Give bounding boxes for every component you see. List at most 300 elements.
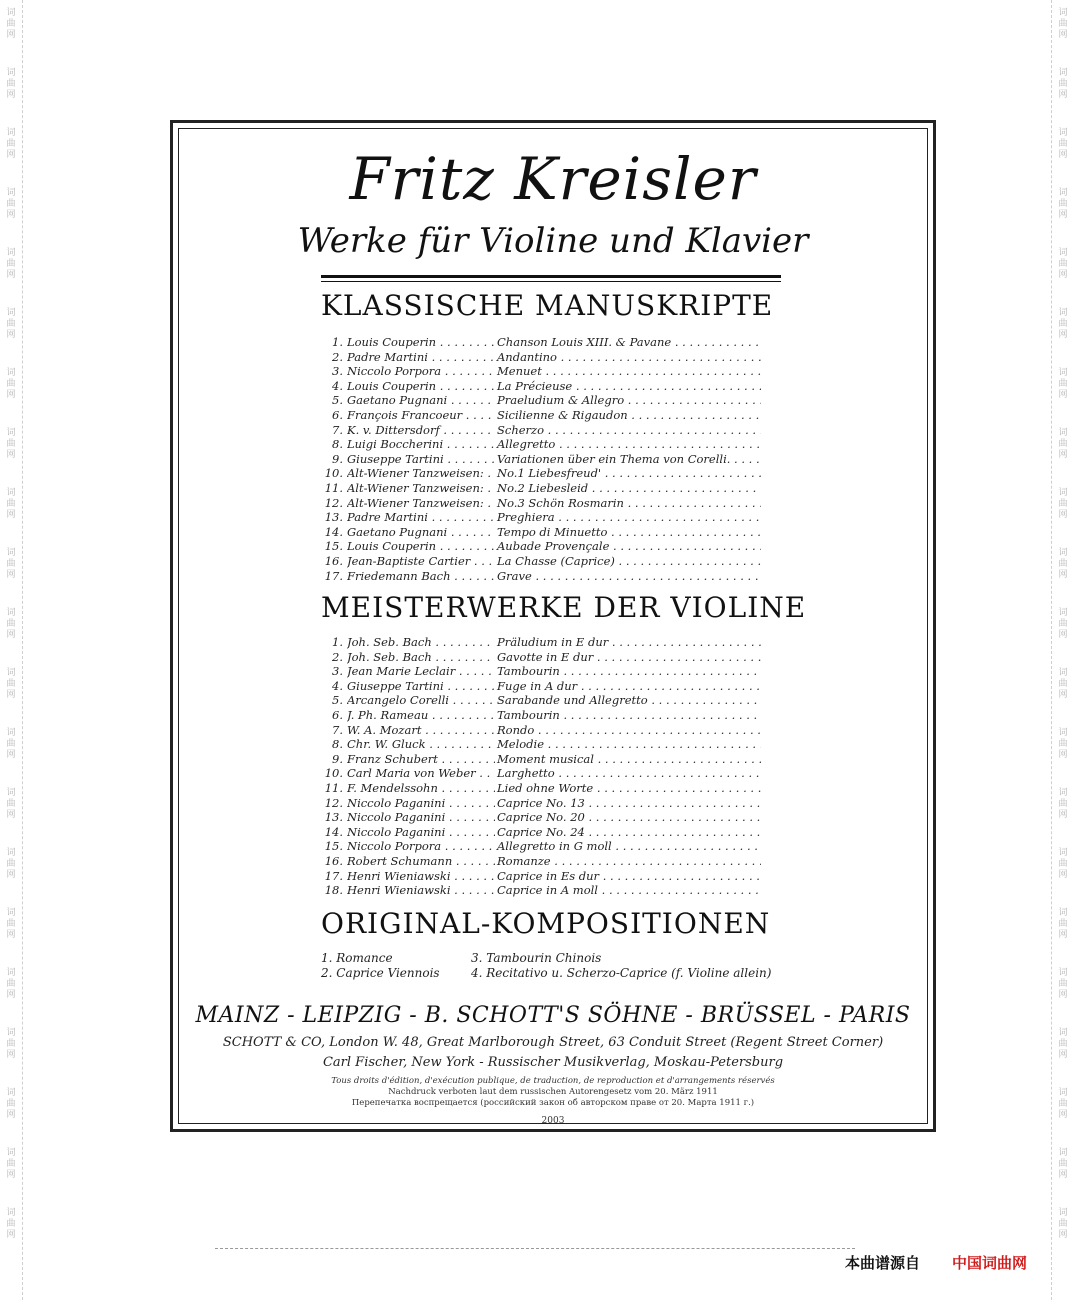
list-item-composer: Joh. Seb. Bach . . .: [347, 650, 495, 665]
watermark-char: 曲: [1058, 439, 1068, 449]
watermark-mark: [1052, 908, 1074, 941]
list-item-composer: Niccolo Paganini . . .: [347, 796, 495, 811]
watermark-char: 网: [1058, 1050, 1068, 1060]
title-page-frame: [170, 120, 936, 1132]
watermark-char: 词: [1058, 1208, 1068, 1218]
list-item-work: Caprice No. 20 . . .: [495, 810, 761, 825]
list-item-composer: Niccolo Porpora . . .: [347, 839, 495, 854]
watermark-mark: [0, 1148, 22, 1181]
list-item-number: 4.: [332, 378, 343, 393]
list-item-work: Praeludium & Allegro . . .: [495, 393, 761, 408]
list-item-work: Caprice No. 13 . . .: [495, 796, 761, 811]
watermark-char: 曲: [6, 19, 16, 29]
list-item-number: 15.: [324, 839, 343, 854]
list-item-number: 6.: [332, 707, 343, 722]
list-item-number: 3.: [332, 364, 343, 379]
list-item-work: Tambourin . . .: [495, 708, 761, 723]
original-item-4: 4. Recitativo u. Scherzo-Caprice (f. Violine allein): [471, 966, 772, 980]
watermark-char: 曲: [1058, 559, 1068, 569]
watermark-char: 曲: [1058, 1159, 1068, 1169]
watermark-char: 网: [6, 750, 16, 760]
watermark-char: 网: [1058, 90, 1068, 100]
list-item-number: 5.: [332, 393, 343, 408]
watermark-mark: [1052, 308, 1074, 341]
section-heading-meisterwerke: MEISTERWERKE DER VIOLINE: [321, 591, 807, 624]
list-item: [321, 437, 761, 452]
composer-title: Fritz Kreisler: [349, 145, 757, 213]
watermark-char: 网: [1058, 990, 1068, 1000]
watermark-char: 词: [1058, 608, 1068, 618]
watermark-char: 词: [1058, 1148, 1068, 1158]
watermark-char: 词: [6, 488, 16, 498]
watermark-char: 词: [6, 908, 16, 918]
watermark-char: 曲: [6, 499, 16, 509]
watermark-char: 网: [1058, 1230, 1068, 1240]
list-item-work: Caprice No. 24 . . .: [495, 825, 761, 840]
list-item-composer: Gaetano Pugnani . . .: [347, 393, 495, 408]
list-item: [321, 781, 761, 796]
watermark-char: 网: [6, 390, 16, 400]
watermark-char: 网: [6, 1050, 16, 1060]
watermark-mark: [1052, 1028, 1074, 1061]
list-item-work: Chanson Louis XIII. & Pavane . . .: [495, 335, 761, 350]
list-item-work: Caprice in Es dur . . .: [495, 869, 761, 884]
list-item: [321, 723, 761, 738]
watermark-mark: [0, 248, 22, 281]
list-item-composer: Louis Couperin . . .: [347, 379, 495, 394]
list-item-number: 16.: [324, 853, 343, 868]
list-item-composer: Chr. W. Gluck . . .: [347, 737, 495, 752]
list-item-composer: Niccolo Porpora . . .: [347, 364, 495, 379]
collection-subtitle: Werke für Violine und Klavier: [297, 221, 809, 261]
watermark-mark: [1052, 8, 1074, 41]
list-item-composer: Friedemann Bach . . .: [347, 569, 495, 584]
list-item-composer: Franz Schubert . . .: [347, 752, 495, 767]
list-item: [321, 496, 761, 511]
list-item: [321, 481, 761, 496]
list-item-number: 4.: [332, 678, 343, 693]
list-item-work: Larghetto . . .: [495, 766, 761, 781]
list-item-number: 12.: [324, 495, 343, 510]
list-item-number: 7.: [332, 722, 343, 737]
watermark-char: 词: [6, 428, 16, 438]
list-item-number: 9.: [332, 751, 343, 766]
watermark-char: 词: [6, 1028, 16, 1038]
watermark-char: 词: [6, 608, 16, 618]
watermark-char: 词: [1058, 1088, 1068, 1098]
list-item-number: 18.: [324, 883, 343, 898]
watermark-char: 曲: [6, 1159, 16, 1169]
list-item-composer: F. Mendelssohn . . .: [347, 781, 495, 796]
watermark-char: 曲: [6, 859, 16, 869]
watermark-char: 词: [6, 1208, 16, 1218]
watermark-char: 曲: [6, 319, 16, 329]
list-item-work: Sicilienne & Rigaudon . . .: [495, 408, 761, 423]
watermark-mark: [0, 488, 22, 521]
list-item: [321, 569, 761, 584]
list-item-composer: Arcangelo Corelli . . .: [347, 693, 495, 708]
list-item: [321, 796, 761, 811]
list-item: [321, 650, 761, 665]
title-rule-thin: [321, 281, 781, 282]
list-item: [321, 379, 761, 394]
original-item-3: 3. Tambourin Chinois: [471, 951, 602, 965]
watermark-mark: [0, 788, 22, 821]
watermark-char: 网: [1058, 390, 1068, 400]
list-item-work: Moment musical . . .: [495, 752, 761, 767]
watermark-char: 词: [1058, 968, 1068, 978]
list-item-composer: J. Ph. Rameau . . .: [347, 708, 495, 723]
watermark-char: 网: [6, 570, 16, 580]
list-item-work: Fuge in A dur . . .: [495, 679, 761, 694]
watermark-mark: [0, 308, 22, 341]
list-item-composer: Joh. Seb. Bach . . .: [347, 635, 495, 650]
watermark-char: 曲: [6, 79, 16, 89]
watermark-char: 曲: [1058, 1219, 1068, 1229]
section-heading-klassische: KLASSISCHE MANUSKRIPTE: [321, 289, 774, 322]
list-item: [321, 825, 761, 840]
list-item-composer: Padre Martini . . .: [347, 350, 495, 365]
watermark-char: 词: [6, 728, 16, 738]
watermark-char: 曲: [6, 679, 16, 689]
watermark-char: 词: [6, 1148, 16, 1158]
list-item-work: La Précieuse . . .: [495, 379, 761, 394]
watermark-char: 网: [1058, 690, 1068, 700]
list-item-work: Andantino . . .: [495, 350, 761, 365]
watermark-char: 曲: [6, 139, 16, 149]
watermark-mark: [0, 428, 22, 461]
watermark-mark: [0, 728, 22, 761]
list-klassische: [321, 335, 761, 583]
watermark-char: 网: [1058, 810, 1068, 820]
list-item-composer: Jean-Baptiste Cartier . . .: [347, 554, 495, 569]
watermark-char: 曲: [6, 379, 16, 389]
list-item: [321, 393, 761, 408]
watermark-char: 网: [6, 1170, 16, 1180]
watermark-char: 词: [6, 188, 16, 198]
list-item-composer: Gaetano Pugnani . . .: [347, 525, 495, 540]
watermark-char: 网: [6, 930, 16, 940]
watermark-char: 曲: [6, 919, 16, 929]
watermark-mark: [1052, 968, 1074, 1001]
watermark-char: 网: [6, 330, 16, 340]
list-item-work: Menuet . . .: [495, 364, 761, 379]
list-item-work: No.1 Liebesfreud' . . .: [495, 466, 761, 481]
watermark-char: 网: [1058, 630, 1068, 640]
list-item: [321, 525, 761, 540]
list-item-number: 10.: [324, 766, 343, 781]
rights-russian: Перепечатка воспрещается (российский закон об авторском праве от 20. Марта 1911 г.): [351, 1098, 755, 1108]
watermark-mark: [1052, 728, 1074, 761]
watermark-char: 网: [1058, 870, 1068, 880]
watermark-char: 曲: [1058, 499, 1068, 509]
list-item: [321, 883, 761, 898]
watermark-char: 词: [6, 848, 16, 858]
watermark-mark: [0, 68, 22, 101]
list-item-work: Rondo . . .: [495, 723, 761, 738]
list-item: [321, 693, 761, 708]
list-item-work: Preghiera . . .: [495, 510, 761, 525]
list-item-work: Lied ohne Worte . . .: [495, 781, 761, 796]
watermark-mark: [1052, 488, 1074, 521]
list-item-number: 7.: [332, 422, 343, 437]
source-site-link[interactable]: 中国词曲网: [952, 1254, 1028, 1272]
list-item: [321, 708, 761, 723]
watermark-char: 网: [1058, 30, 1068, 40]
watermark-char: 网: [6, 630, 16, 640]
watermark-char: 词: [6, 1088, 16, 1098]
watermark-char: 词: [6, 8, 16, 18]
list-item-composer: Jean Marie Leclair . . .: [347, 664, 495, 679]
watermark-char: 词: [1058, 548, 1068, 558]
watermark-char: 词: [1058, 488, 1068, 498]
watermark-char: 网: [1058, 570, 1068, 580]
list-item-work: Caprice in A moll . . .: [495, 883, 761, 898]
list-item-composer: Alt-Wiener Tanzweisen: . . .: [347, 481, 495, 496]
list-item-composer: François Francoeur . . .: [347, 408, 495, 423]
watermark-mark: [1052, 128, 1074, 161]
watermark-char: 网: [6, 810, 16, 820]
watermark-char: 网: [1058, 750, 1068, 760]
list-item: [321, 766, 761, 781]
watermark-char: 词: [1058, 368, 1068, 378]
watermark-char: 词: [1058, 788, 1068, 798]
list-item-number: 13.: [324, 810, 343, 825]
watermark-char: 词: [1058, 668, 1068, 678]
list-item-work: Allegretto in G moll . . .: [495, 839, 761, 854]
watermark-char: 网: [6, 1110, 16, 1120]
watermark-mark: [1052, 788, 1074, 821]
watermark-char: 词: [6, 548, 16, 558]
watermark-mark: [0, 8, 22, 41]
list-item-number: 17.: [324, 568, 343, 583]
list-item-composer: Alt-Wiener Tanzweisen: . . .: [347, 496, 495, 511]
watermark-mark: [1052, 608, 1074, 641]
watermark-char: 词: [1058, 248, 1068, 258]
watermark-char: 词: [1058, 188, 1068, 198]
list-item: [321, 869, 761, 884]
list-item-work: Sarabande und Allegretto . . .: [495, 693, 761, 708]
list-item-number: 11.: [324, 780, 343, 795]
list-item: [321, 452, 761, 467]
watermark-char: 曲: [1058, 79, 1068, 89]
watermark-char: 曲: [6, 1099, 16, 1109]
watermark-char: 曲: [1058, 1039, 1068, 1049]
list-item: [321, 539, 761, 554]
list-item-composer: Padre Martini . . .: [347, 510, 495, 525]
watermark-char: 词: [6, 248, 16, 258]
watermark-char: 词: [6, 668, 16, 678]
list-item: [321, 854, 761, 869]
watermark-char: 曲: [1058, 319, 1068, 329]
watermark-char: 词: [1058, 848, 1068, 858]
watermark-char: 词: [6, 368, 16, 378]
original-item-2: 2. Caprice Viennois: [321, 966, 440, 980]
watermark-mark: [1052, 428, 1074, 461]
list-item-work: Grave . . .: [495, 569, 761, 584]
list-item: [321, 839, 761, 854]
watermark-char: 词: [6, 68, 16, 78]
list-item-number: 14.: [324, 524, 343, 539]
list-item: [321, 635, 761, 650]
list-item: [321, 752, 761, 767]
watermark-mark: [1052, 548, 1074, 581]
list-item-work: Präludium in E dur . . .: [495, 635, 761, 650]
rights-french: Tous droits d'édition, d'exécution publique, de traduction, de reproduction et d'arrangements réservés: [331, 1076, 775, 1086]
address-other: Carl Fischer, New York - Russischer Musikverlag, Moskau-Petersburg: [322, 1055, 784, 1070]
watermark-char: 网: [6, 510, 16, 520]
watermark-char: 词: [1058, 68, 1068, 78]
list-item: [321, 335, 761, 350]
watermark-char: 曲: [6, 1039, 16, 1049]
watermark-char: 词: [1058, 8, 1068, 18]
publisher-line: MAINZ - LEIPZIG - B. SCHOTT'S SÖHNE - BRÜSSEL - PARIS: [195, 1003, 911, 1028]
watermark-char: 网: [1058, 1170, 1068, 1180]
watermark-char: 曲: [1058, 259, 1068, 269]
watermark-char: 曲: [1058, 199, 1068, 209]
list-item-number: 8.: [332, 437, 343, 452]
watermark-char: 曲: [1058, 139, 1068, 149]
list-item-composer: Louis Couperin . . .: [347, 335, 495, 350]
list-item-work: Romanze . . .: [495, 854, 761, 869]
source-label: 本曲谱源自: [845, 1254, 921, 1272]
list-item-composer: Niccolo Paganini . . .: [347, 825, 495, 840]
watermark-char: 曲: [1058, 979, 1068, 989]
list-item-number: 11.: [324, 480, 343, 495]
list-item-number: 1.: [332, 635, 343, 649]
watermark-mark: [0, 1028, 22, 1061]
watermark-mark: [0, 1208, 22, 1241]
right-watermark-strip: [1051, 0, 1074, 1300]
list-item-number: 17.: [324, 868, 343, 883]
watermark-mark: [0, 608, 22, 641]
watermark-mark: [0, 1088, 22, 1121]
watermark-char: 曲: [6, 619, 16, 629]
watermark-char: 网: [1058, 210, 1068, 220]
watermark-char: 曲: [1058, 919, 1068, 929]
list-item-work: Scherzo . . .: [495, 423, 761, 438]
watermark-char: 词: [6, 128, 16, 138]
watermark-mark: [0, 368, 22, 401]
watermark-char: 网: [1058, 930, 1068, 940]
list-item-work: Melodie . . .: [495, 737, 761, 752]
list-item-number: 9.: [332, 451, 343, 466]
list-item-work: Aubade Provençale . . .: [495, 539, 761, 554]
list-item-composer: W. A. Mozart . . .: [347, 723, 495, 738]
watermark-char: 曲: [6, 799, 16, 809]
list-item-composer: Alt-Wiener Tanzweisen: . . .: [347, 466, 495, 481]
watermark-mark: [1052, 848, 1074, 881]
list-item-number: 6.: [332, 407, 343, 422]
watermark-char: 网: [1058, 330, 1068, 340]
list-item: [321, 737, 761, 752]
watermark-mark: [1052, 188, 1074, 221]
list-item: [321, 423, 761, 438]
watermark-char: 词: [6, 968, 16, 978]
list-item: [321, 408, 761, 423]
watermark-mark: [1052, 1208, 1074, 1241]
watermark-char: 曲: [1058, 799, 1068, 809]
plate-number: 2003: [541, 1116, 565, 1126]
watermark-char: 词: [1058, 308, 1068, 318]
left-watermark-strip: [0, 0, 23, 1300]
list-item-composer: Giuseppe Tartini . . .: [347, 452, 495, 467]
watermark-char: 网: [6, 270, 16, 280]
watermark-char: 曲: [6, 739, 16, 749]
list-item-composer: Carl Maria von Weber . . .: [347, 766, 495, 781]
list-item-composer: Luigi Boccherini . . .: [347, 437, 495, 452]
list-item: [321, 364, 761, 379]
watermark-mark: [0, 548, 22, 581]
watermark-char: 词: [1058, 428, 1068, 438]
watermark-mark: [1052, 668, 1074, 701]
list-item-work: No.3 Schön Rosmarin . . .: [495, 496, 761, 511]
bottom-divider: [215, 1248, 855, 1249]
watermark-char: 词: [1058, 728, 1068, 738]
watermark-char: 曲: [6, 559, 16, 569]
watermark-char: 曲: [6, 199, 16, 209]
list-item-work: Tambourin . . .: [495, 664, 761, 679]
list-item-work: Tempo di Minuetto . . .: [495, 525, 761, 540]
watermark-char: 网: [6, 450, 16, 460]
list-item-work: Allegretto . . .: [495, 437, 761, 452]
list-item-composer: K. v. Dittersdorf . . .: [347, 423, 495, 438]
watermark-char: 曲: [1058, 739, 1068, 749]
watermark-char: 网: [6, 210, 16, 220]
watermark-mark: [0, 968, 22, 1001]
watermark-mark: [0, 668, 22, 701]
list-item-number: 3.: [332, 664, 343, 679]
watermark-char: 曲: [1058, 1099, 1068, 1109]
rights-german: Nachdruck verboten laut dem russischen Autorengesetz vom 20. März 1911: [388, 1087, 718, 1097]
list-item: [321, 810, 761, 825]
list-item-composer: Louis Couperin . . .: [347, 539, 495, 554]
list-item-number: 2.: [332, 649, 343, 664]
list-meisterwerke: [321, 635, 761, 898]
list-item-number: 12.: [324, 795, 343, 810]
watermark-char: 词: [1058, 128, 1068, 138]
title-rule-thick: [321, 275, 781, 278]
watermark-char: 网: [6, 990, 16, 1000]
watermark-char: 网: [1058, 450, 1068, 460]
list-item: [321, 679, 761, 694]
list-item-number: 5.: [332, 693, 343, 708]
watermark-char: 网: [1058, 270, 1068, 280]
section-heading-original: ORIGINAL-KOMPOSITIONEN: [321, 907, 771, 940]
watermark-char: 曲: [1058, 19, 1068, 29]
watermark-char: 网: [6, 1230, 16, 1240]
watermark-char: 网: [6, 690, 16, 700]
list-item: [321, 510, 761, 525]
list-item-composer: Giuseppe Tartini . . .: [347, 679, 495, 694]
watermark-char: 网: [1058, 150, 1068, 160]
list-item: [321, 466, 761, 481]
address-london: SCHOTT & CO, London W. 48, Great Marlborough Street, 63 Conduit Street (Regent Street Corner): [222, 1035, 884, 1050]
list-item: [321, 664, 761, 679]
list-item-number: 10.: [324, 466, 343, 481]
watermark-char: 网: [6, 30, 16, 40]
list-item-composer: Robert Schumann . . .: [347, 854, 495, 869]
list-item-number: 15.: [324, 539, 343, 554]
watermark-char: 词: [1058, 1028, 1068, 1038]
original-item-1: 1. Romance: [321, 951, 393, 965]
list-item-composer: Niccolo Paganini . . .: [347, 810, 495, 825]
watermark-char: 网: [6, 90, 16, 100]
watermark-char: 网: [1058, 1110, 1068, 1120]
watermark-mark: [1052, 368, 1074, 401]
list-item-number: 1.: [332, 335, 343, 349]
watermark-char: 曲: [6, 439, 16, 449]
